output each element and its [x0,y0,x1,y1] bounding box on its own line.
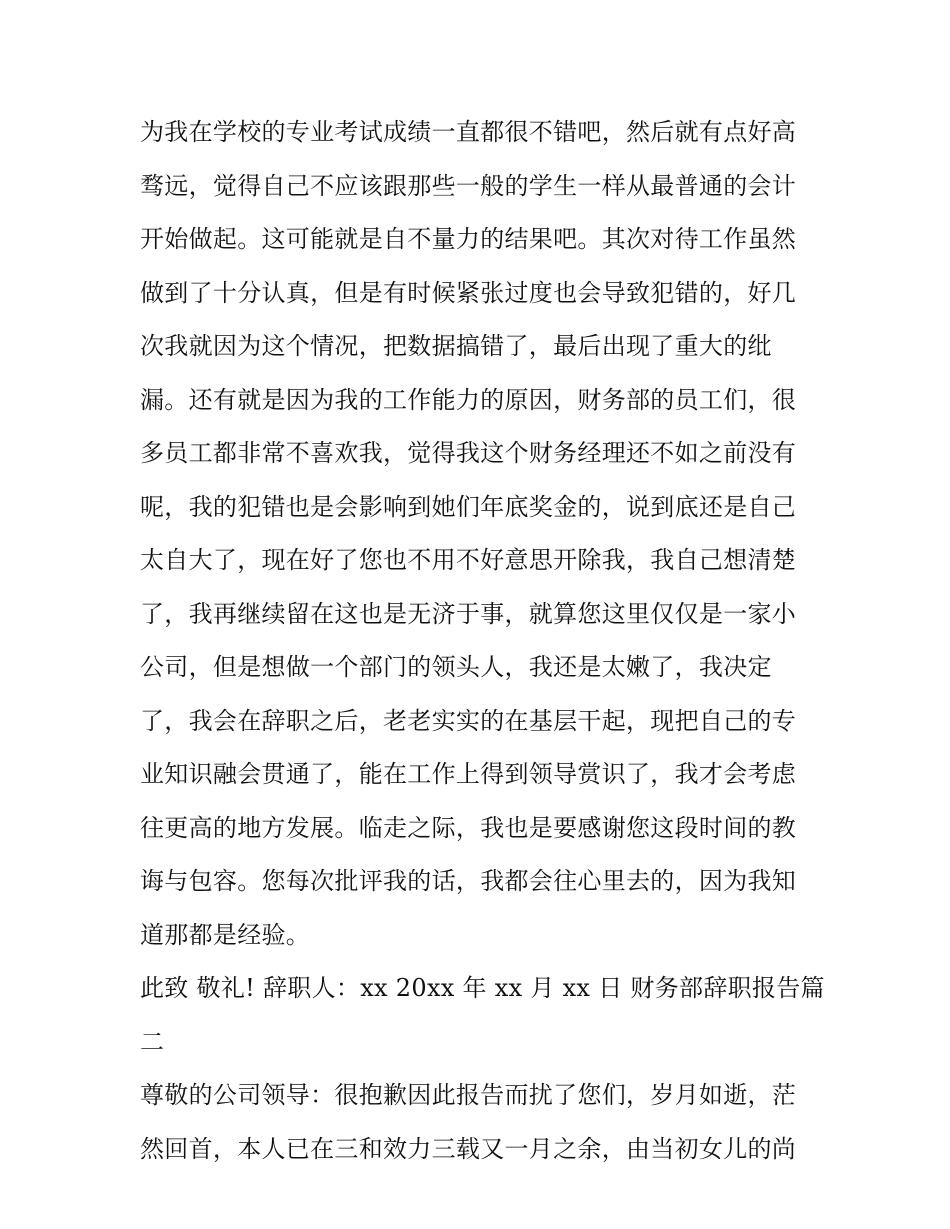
salutation-line: 尊敬的公司领导：很抱歉因此报告而扰了您们，岁月如逝，茫 [140,1081,797,1109]
text-line: 漏。还有就是因为我的工作能力的原因，财务部的员工们，很 [140,385,797,414]
text-line: 诲与包容。您每次批评我的话，我都会往心里去的，因为我知 [140,867,797,895]
text-line: 骛远，觉得自己不应该跟那些一般的学生一样从最普通的会计 [140,171,797,200]
text-line: 开始做起。这可能就是自不量力的结果吧。其次对待工作虽然 [140,225,797,253]
text-line: 太自大了，现在好了您也不用不好意思开除我，我自己想清楚 [140,546,797,574]
body-text [140,106,825,1176]
section-number: 二 [140,1027,165,1056]
text-line: 道那都是经验。 [140,920,311,949]
text-line: 了，我再继续留在这也是无济于事，就算您这里仅仅是一家小 [140,599,797,628]
closing-line: 此致 敬礼! 辞职人：xx 20xx 年 xx 月 xx 日 财务部辞职报告篇 [140,974,825,1002]
text-line: 多员工都非常不喜欢我，觉得我这个财务经理还不如之前没有 [140,439,797,467]
text-line: 业知识融会贯通了，能在工作上得到领导赏识了，我才会考虑 [140,760,797,788]
text-line: 往更高的地方发展。临走之际，我也是要感谢您这段时间的教 [140,813,797,842]
text-line: 公司，但是想做一个部门的领头人，我还是太嫩了，我决定 [140,653,772,681]
text-line: 做到了十分认真，但是有时候紧张过度也会导致犯错的，好几 [140,278,797,307]
text-line: 了，我会在辞职之后，老老实实的在基层干起，现把自己的专 [140,706,797,735]
text-line: 呢，我的犯错也是会影响到她们年底奖金的，说到底还是自己 [140,492,797,521]
text-line: 为我在学校的专业考试成绩一直都很不错吧，然后就有点好高 [140,118,797,146]
text-line: 次我就因为这个情况，把数据搞错了，最后出现了重大的纰 [140,332,772,360]
text-line: 然回首，本人已在三和效力三载又一月之余，由当初女儿的尚 [140,1134,797,1163]
